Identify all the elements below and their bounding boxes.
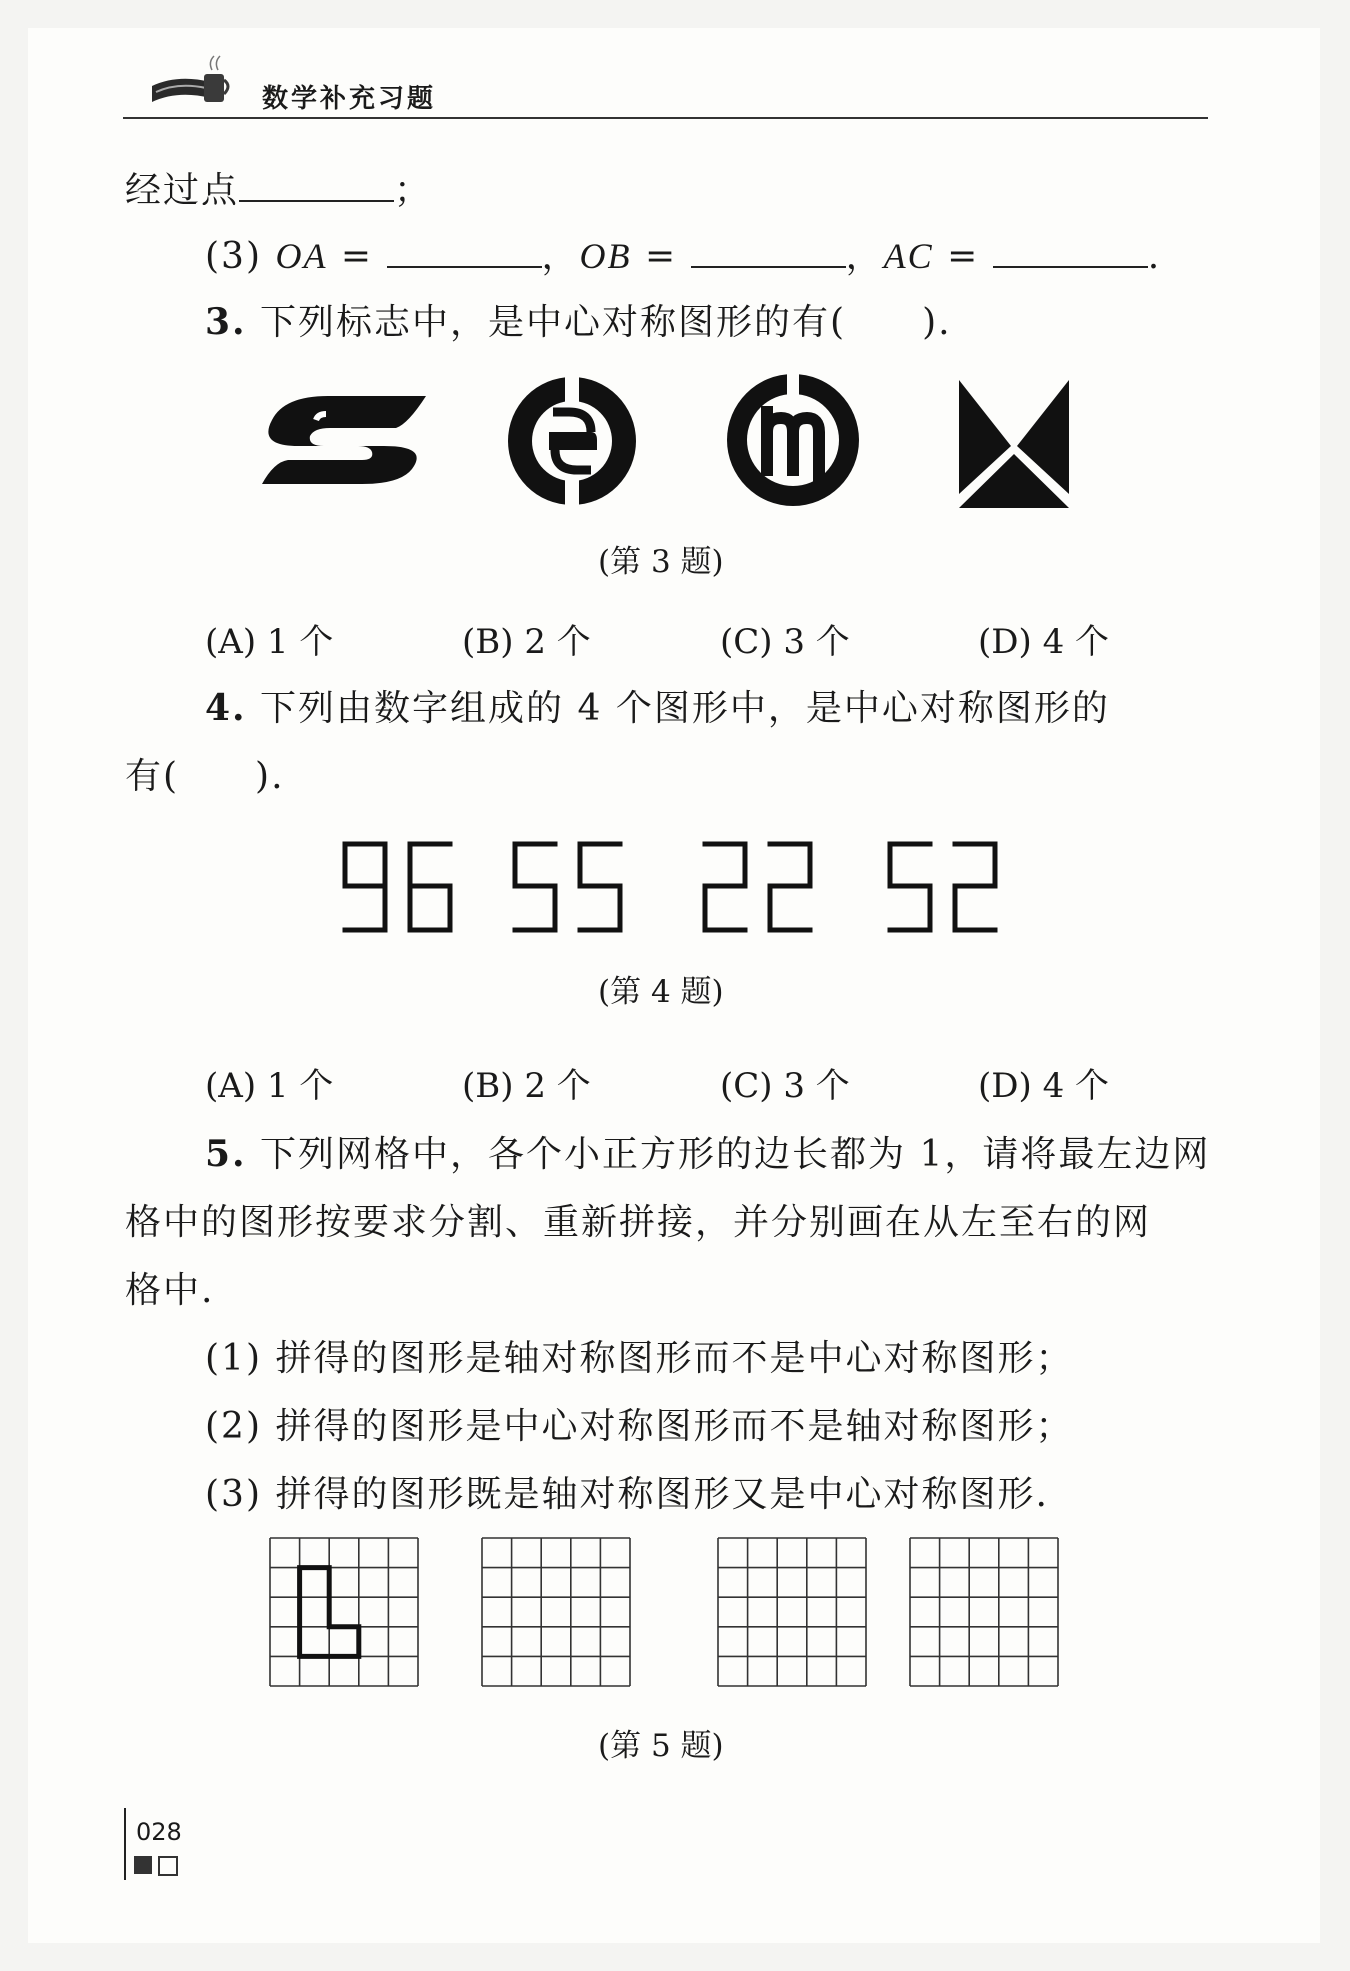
- q3-caption: (第 3 题): [598, 544, 724, 580]
- comma: ，: [845, 236, 884, 277]
- grid-4[interactable]: [910, 1538, 1058, 1686]
- answer-blank-ac[interactable]: [993, 232, 1148, 268]
- q4-figures: [330, 838, 1000, 938]
- q4-option-b[interactable]: (B) 2 个: [462, 1066, 591, 1106]
- q5-number: 5.: [205, 1133, 247, 1175]
- digit-9: [345, 844, 385, 930]
- comma: ，: [541, 236, 580, 277]
- q5-text-line2: 格中的图形按要求分割、重新拼接，并分别画在从左至右的网: [125, 1202, 1152, 1243]
- footer-square-filled-icon: [134, 1856, 152, 1874]
- q3-option-a[interactable]: (A) 1 个: [205, 622, 334, 662]
- prev-line-text: 经过点: [125, 170, 240, 211]
- digit-2: [705, 844, 745, 930]
- digit-2c: [955, 844, 995, 930]
- digit-2b: [770, 844, 810, 930]
- q5-text-1: 下列网格中，各个小正方形的边长都为 1，请将最左边网: [260, 1134, 1211, 1175]
- logo-coin-shape: [505, 374, 639, 508]
- grid-2[interactable]: [482, 1538, 630, 1686]
- segment-oa: OA: [275, 236, 328, 276]
- q3-option-c[interactable]: (C) 3 个: [720, 622, 850, 662]
- item-3-sub: [205, 228, 1161, 279]
- answer-blank[interactable]: [239, 166, 394, 202]
- footer-square-empty-icon: [158, 1856, 178, 1876]
- equals: =: [340, 236, 374, 277]
- q5-part-3: (3) 拼得的图形既是轴对称图形又是中心对称图形.: [205, 1474, 1049, 1515]
- item-label: (3): [205, 236, 262, 277]
- q4-text-1: 下列由数字组成的 4 个图形中，是中心对称图形的: [260, 688, 1110, 729]
- logo-bowtie-shape: [955, 376, 1073, 510]
- q4-caption: (第 4 题): [598, 974, 724, 1010]
- period: .: [1147, 236, 1162, 277]
- digit-5: [515, 844, 555, 930]
- q5-text-line3: 格中.: [125, 1270, 215, 1311]
- q3-number: 3.: [205, 301, 247, 343]
- q3-option-b[interactable]: (B) 2 个: [462, 622, 591, 662]
- segment-ob: OB: [579, 236, 632, 276]
- q3-text-line: [205, 294, 952, 345]
- q5-part-1: (1) 拼得的图形是轴对称图形而不是中心对称图形；: [205, 1338, 1074, 1379]
- grid-1[interactable]: [270, 1538, 418, 1686]
- q5-part-2: (2) 拼得的图形是中心对称图形而不是轴对称图形；: [205, 1406, 1074, 1447]
- q4-option-d[interactable]: (D) 4 个: [978, 1066, 1110, 1106]
- grid-3[interactable]: [718, 1538, 866, 1686]
- q5-grids: [268, 1536, 1068, 1688]
- logo-s-shape: [258, 388, 430, 490]
- q5-text-line1: [205, 1126, 1210, 1177]
- prev-line-end: ；: [394, 170, 433, 211]
- q3-text: 下列标志中，是中心对称图形的有( ).: [260, 302, 952, 343]
- equals: =: [645, 236, 678, 277]
- digit-5c: [890, 844, 930, 930]
- header-divider: [123, 117, 1208, 119]
- equals: =: [947, 236, 980, 277]
- header-title: 数学补充习题: [262, 84, 437, 114]
- answer-blank-oa[interactable]: [387, 232, 542, 268]
- footer-rule: [124, 1808, 126, 1880]
- answer-blank-ob[interactable]: [691, 232, 846, 268]
- q3-option-d[interactable]: (D) 4 个: [978, 622, 1110, 662]
- q4-text-line1: [205, 680, 1110, 731]
- q4-option-c[interactable]: (C) 3 个: [720, 1066, 850, 1106]
- logo-m-shape: [725, 372, 861, 508]
- q5-caption: (第 5 题): [598, 1728, 724, 1764]
- digit-5b: [580, 844, 620, 930]
- page-number: 028: [136, 1818, 182, 1846]
- digit-6: [410, 844, 450, 930]
- book-cup-icon: [148, 52, 234, 110]
- q4-option-a[interactable]: (A) 1 个: [205, 1066, 334, 1106]
- segment-ac: AC: [883, 236, 934, 276]
- q4-text-line2: 有( ).: [125, 756, 285, 797]
- prev-line: [125, 162, 432, 213]
- q4-number: 4.: [205, 687, 247, 729]
